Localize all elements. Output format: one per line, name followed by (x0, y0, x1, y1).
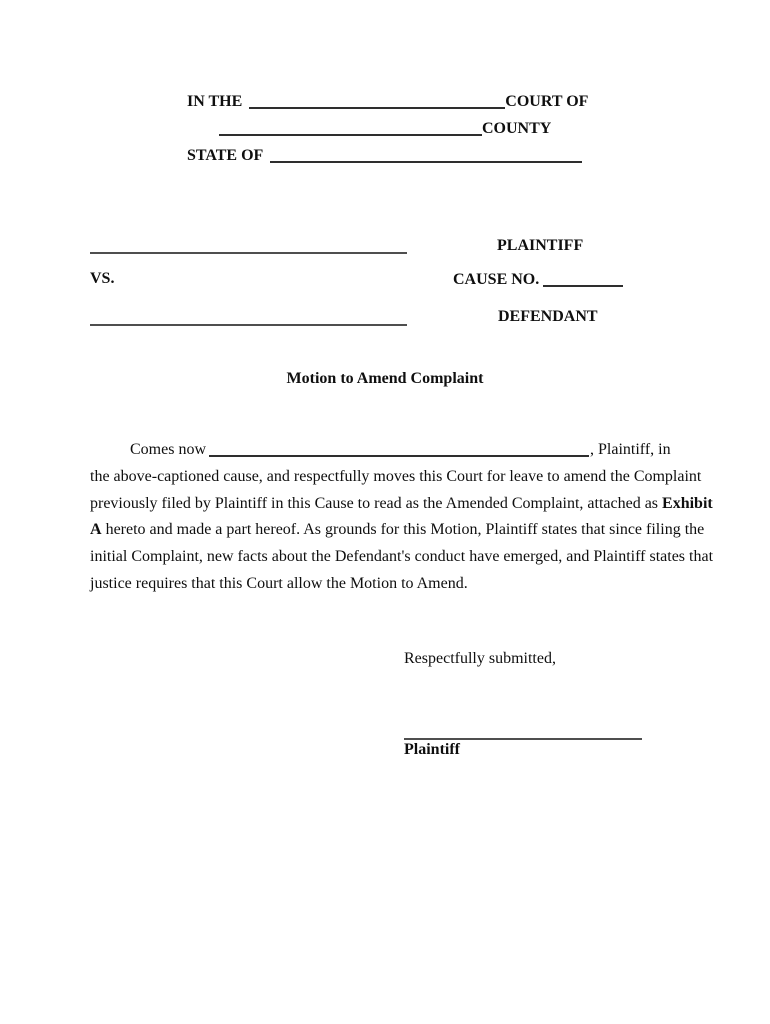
body-line-4 (90, 517, 705, 544)
comes-now-text: Comes now (130, 441, 206, 458)
cause-no-row (453, 271, 623, 289)
plaintiff-in-text: , Plaintiff, in (590, 441, 671, 458)
signer-plaintiff-label: Plaintiff (404, 741, 460, 758)
caption-line-court (187, 88, 588, 115)
motion-body (90, 437, 714, 598)
body-line-3-text: previously filed by Plaintiff in this Cause to read as the Amended Complaint, attached as (90, 494, 663, 512)
plaintiff-fill-blank[interactable] (209, 443, 589, 457)
state-name-blank[interactable] (270, 149, 582, 163)
body-line-6: justice requires that this Court allow the Motion to Amend. (90, 574, 468, 592)
body-line-3 (90, 491, 713, 518)
caption-line-county (187, 115, 588, 142)
respectfully-submitted-text: Respectfully submitted, (404, 650, 556, 667)
body-line-1 (90, 437, 705, 464)
court-of-label: COURT OF (505, 93, 589, 110)
plaintiff-name-line[interactable] (90, 237, 407, 254)
state-of-label: STATE OF (187, 147, 263, 164)
county-name-blank[interactable] (219, 122, 482, 136)
defendant-name-line[interactable] (90, 309, 407, 326)
body-line-4-text: hereto and made a part hereof. As grounds for this Motion, Plaintiff states that since filing the (101, 521, 705, 539)
cause-no-blank[interactable] (543, 273, 623, 287)
exhibit-a-bold-text: A (90, 521, 102, 539)
body-line-2: the above-captioned cause, and respectfully moves this Court for leave to amend the Complaint (90, 467, 702, 485)
caption-line-state (187, 142, 588, 169)
county-label: COUNTY (482, 120, 552, 137)
exhibit-bold-text: Exhibit (662, 494, 713, 512)
court-name-blank[interactable] (249, 95, 505, 109)
signature-line[interactable] (404, 723, 642, 740)
in-the-label: IN THE (187, 93, 243, 110)
court-caption (187, 88, 588, 169)
vs-label: VS. (90, 270, 115, 287)
defendant-label: DEFENDANT (498, 308, 598, 325)
body-line-5: initial Complaint, new facts about the Defendant's conduct have emerged, and Plaintiff states that (90, 548, 714, 566)
cause-no-label: CAUSE NO. (453, 271, 540, 288)
document-title: Motion to Amend Complaint (286, 370, 484, 387)
plaintiff-label: PLAINTIFF (497, 237, 584, 254)
